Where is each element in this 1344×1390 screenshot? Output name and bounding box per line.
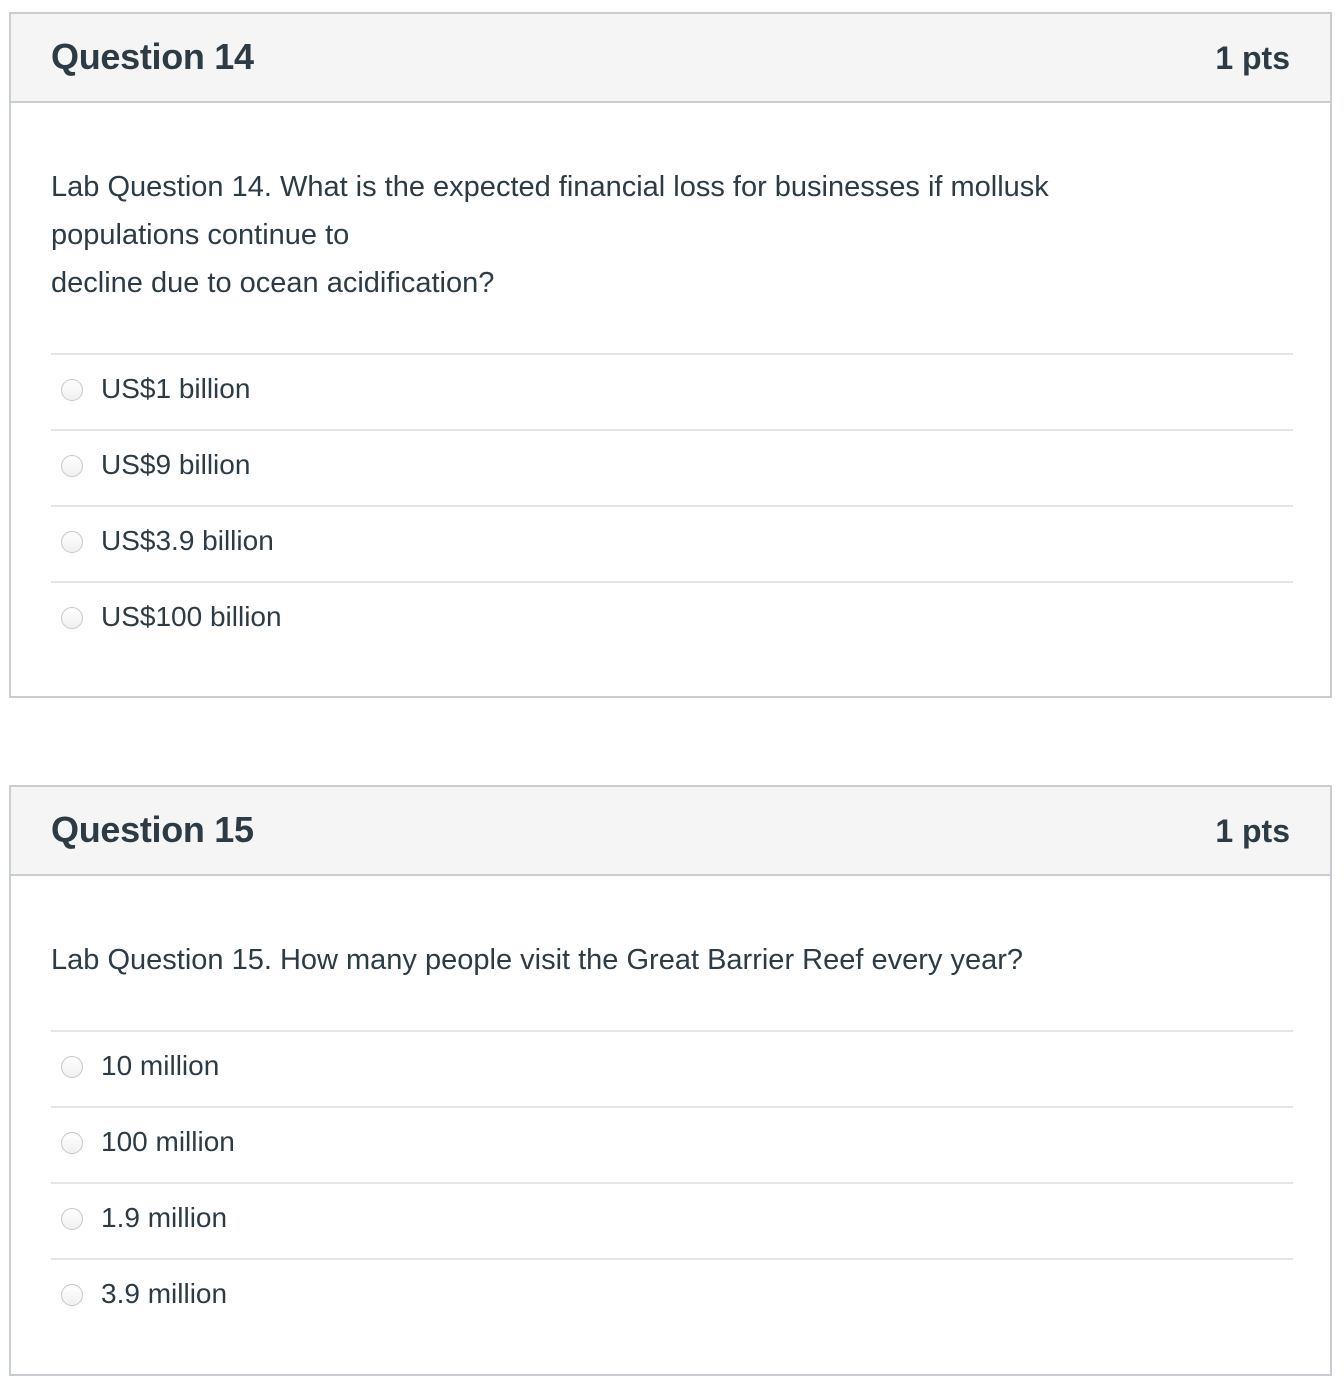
answer-label: US$1 billion — [101, 373, 251, 404]
question-points: 1 pts — [1215, 40, 1290, 76]
radio-button[interactable] — [61, 607, 83, 629]
question-header — [11, 14, 1330, 103]
answer-option[interactable] — [51, 581, 1293, 657]
answer-option[interactable] — [51, 1258, 1293, 1334]
radio-button[interactable] — [61, 1208, 83, 1230]
answer-label: 100 million — [101, 1126, 235, 1157]
answer-option[interactable] — [51, 1030, 1293, 1106]
question-points: 1 pts — [1215, 813, 1290, 849]
answer-list — [51, 353, 1293, 657]
radio-button[interactable] — [61, 455, 83, 477]
answer-label: US$3.9 billion — [101, 525, 274, 556]
answer-option[interactable] — [51, 353, 1293, 429]
question-text-line: Lab Question 15. How many people visit the Great Barrier Reef every year? — [51, 944, 1023, 976]
answer-label: US$9 billion — [101, 449, 251, 480]
question-text-line: populations continue to — [51, 219, 350, 251]
radio-button[interactable] — [61, 531, 83, 553]
radio-button[interactable] — [61, 1056, 83, 1078]
answer-list — [51, 1030, 1293, 1334]
answer-label: 1.9 million — [101, 1202, 228, 1233]
question-title: Question 15 — [51, 809, 254, 850]
radio-button[interactable] — [61, 379, 83, 401]
answer-option[interactable] — [51, 429, 1293, 505]
answer-label: US$100 billion — [101, 601, 282, 632]
question-title: Question 14 — [51, 36, 254, 77]
radio-button[interactable] — [61, 1132, 83, 1154]
radio-button[interactable] — [61, 1284, 83, 1306]
question-14-card — [9, 12, 1332, 698]
answer-label: 3.9 million — [101, 1278, 228, 1309]
question-text — [51, 936, 1151, 984]
question-text-line: decline due to ocean acidification? — [51, 267, 495, 299]
answer-option[interactable] — [51, 1182, 1293, 1258]
answer-option[interactable] — [51, 505, 1293, 581]
question-text-line: Lab Question 14. What is the expected financial loss for businesses if mollusk — [51, 171, 1049, 203]
answer-option[interactable] — [51, 1106, 1293, 1182]
question-header — [11, 787, 1330, 876]
question-15-card — [9, 785, 1332, 1376]
answer-label: 10 million — [101, 1050, 220, 1081]
question-text — [51, 163, 1151, 307]
